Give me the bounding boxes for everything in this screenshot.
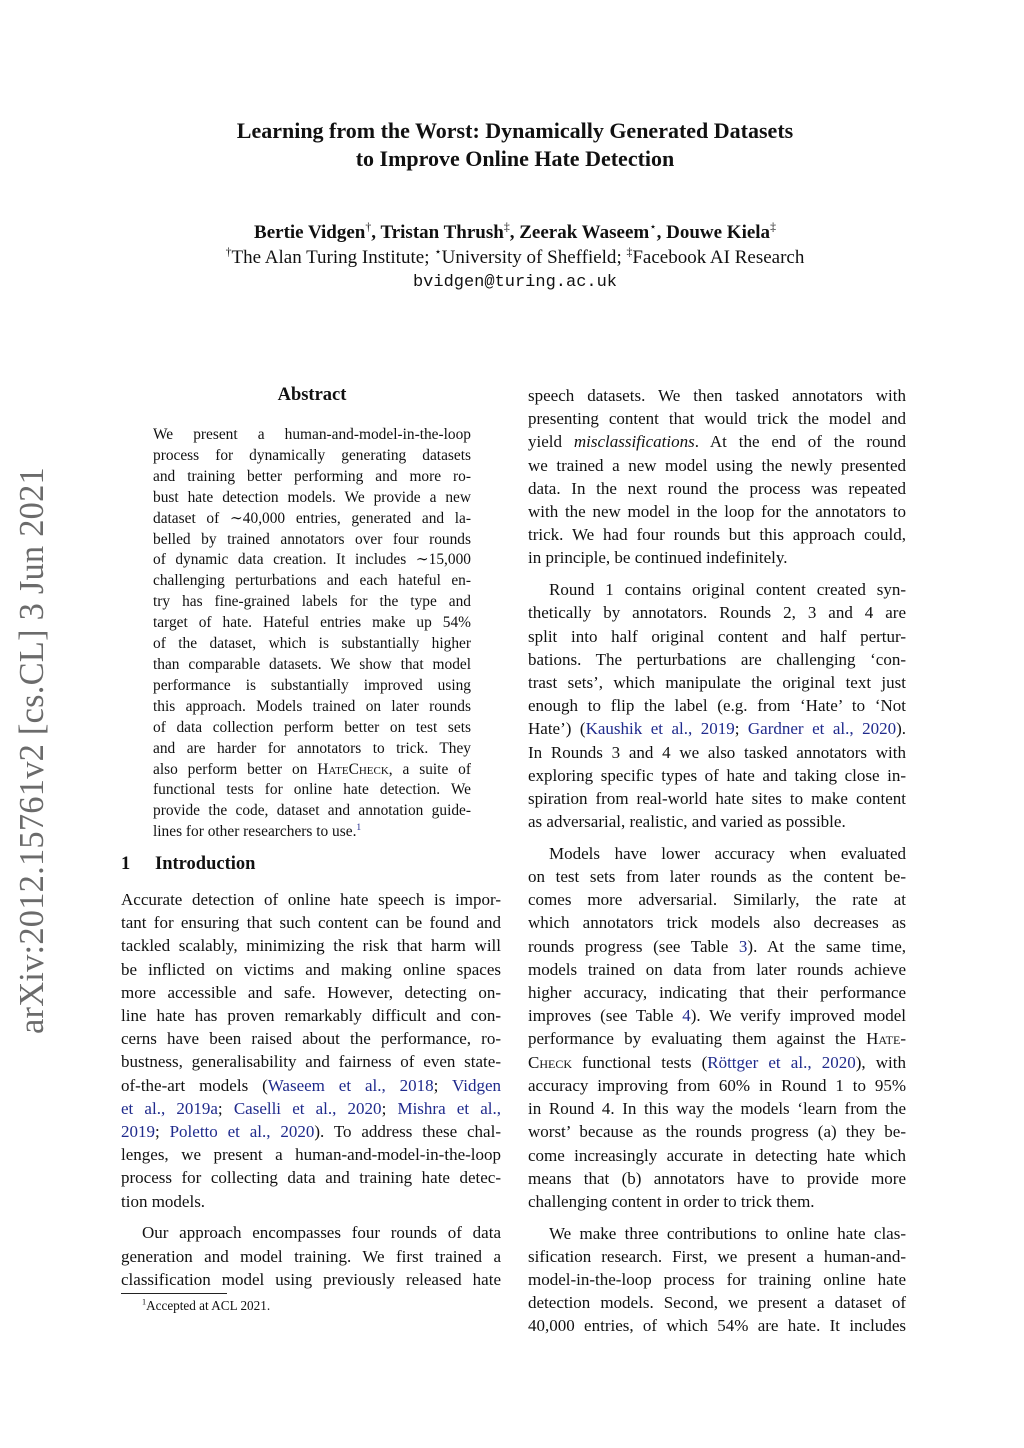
paper-title (120, 117, 910, 173)
text-line: Check functional tests (Röttger et al., 2020), with (528, 1052, 906, 1072)
right-column-body (528, 384, 906, 1338)
text-line: Models have lower accuracy when evaluated (549, 843, 906, 863)
text-line: comes more adversarial. Similarly, the rate at (528, 890, 906, 910)
abstract-line: process for dynamically generating datasets (153, 446, 471, 464)
author-name: Bertie Vidgen (254, 222, 366, 243)
abstract-line: lines for other researchers to use.$^1$ (153, 822, 362, 841)
text-line: generation and model training. We first trained a (121, 1246, 501, 1266)
text-line: 2019; Poletto et al., 2020). To address these chal- (121, 1122, 501, 1142)
abstract-line: functional tests for online hate detection. We (153, 781, 471, 799)
author-affiliation-mark: ⋆ (649, 220, 657, 234)
paragraph (121, 1221, 501, 1291)
abstract-line: of data collection perform better on test sets (153, 718, 471, 736)
affiliation-mark: ⋆ (434, 245, 442, 259)
text-line: with the new model in the loop for the annotators to (528, 502, 906, 522)
text-line: tion models. (121, 1191, 206, 1211)
abstract-line: belled by trained annotators over four rounds (153, 530, 471, 548)
text-line: data. In the next round the process was repeated (528, 478, 906, 498)
abstract-line: also perform better on HateCheck, a suite of (153, 760, 471, 778)
text-line: detection models. Second, we present a dataset of (528, 1293, 906, 1313)
arxiv-identifier-text: arXiv:2012.15761v2 [cs.CL] 3 Jun 2021 (12, 466, 51, 1034)
text-line: classification model using previously released hate (121, 1269, 501, 1289)
text-line: cerns have been raised about the performance, ro- (121, 1029, 501, 1049)
author-affiliation-mark: ‡ (503, 220, 510, 234)
text-line: improves (see Table 4). We verify improved model (528, 1006, 906, 1026)
text-line: Accurate detection of online hate speech is impor- (121, 890, 501, 909)
text-line: bustness, generalisability and fairness of even state- (121, 1052, 501, 1072)
abstract-heading: Abstract (277, 385, 347, 405)
text-line: be inflicted on victims and making online spaces (121, 959, 501, 979)
text-line: yield misclassifications. At the end of the round (528, 432, 907, 452)
text-line: trast sets’, which manipulate the original text just (528, 672, 906, 692)
footnote (142, 1297, 270, 1315)
text-line: as adversarial, realistic, and varied as possible. (528, 812, 846, 832)
affiliation-list: †The Alan Turing Institute; ⋆University of Sheffield; ‡Facebook AI Research (225, 245, 805, 268)
text-line: We make three contributions to online hate clas- (549, 1223, 906, 1243)
text-line: in principle, be continued indefinitely. (528, 548, 788, 568)
text-line: enough to flip the label (e.g. from ‘Hate’ to ‘Not (528, 696, 906, 716)
affiliation-name: University of Sheffield (441, 247, 617, 268)
paragraph (528, 384, 906, 570)
abstract-line: target of hate. Hateful entries make up 54% (153, 614, 471, 632)
abstract-line: and are harder for annotators to trick. They (153, 739, 471, 757)
affiliation-name: The Alan Turing Institute (231, 247, 425, 268)
abstract-line: try has fine-grained labels for the type and (153, 593, 471, 611)
text-line: bations. The perturbations are challenging ‘con- (528, 649, 906, 669)
text-line: which annotators trick models also decreases as (528, 913, 906, 933)
author-name: Tristan Thrush (380, 222, 504, 243)
text-line: come increasingly accurate in detecting hate which (528, 1145, 906, 1165)
text-line: worst’ because as the rounds progress (a) they be- (528, 1122, 906, 1142)
text-line: spiration from real-world hate sites to make content (528, 788, 906, 808)
text-line: speech datasets. We then tasked annotators with (528, 386, 906, 405)
abstract-line: and training better performing and more ro- (153, 467, 471, 485)
paragraph (528, 1222, 906, 1338)
abstract-line: We present a human-and-model-in-the-loop (153, 426, 471, 443)
text-line: trick. We had four rounds but this approach could, (528, 525, 906, 545)
author-list: Bertie Vidgen†, Tristan Thrush‡, Zeerak Waseem⋆, Douwe Kiela‡ (254, 220, 776, 243)
author-name: Douwe Kiela (666, 222, 771, 243)
text-line: presenting content that would trick the model and (528, 409, 906, 429)
author-affiliation-mark: ‡ (770, 220, 776, 234)
text-line: challenging content in order to trick them. (528, 1191, 815, 1211)
title-line: to Improve Online Hate Detection (355, 146, 675, 171)
text-line: tant for ensuring that such content can be found and (121, 913, 501, 933)
text-line: higher accuracy, indicating that their performance (528, 983, 906, 1003)
text-line: sification research. First, we present a human-and- (528, 1246, 906, 1266)
abstract-line: this approach. Models trained on later rounds (153, 697, 471, 715)
text-line: line hate has proven remarkably difficult and con- (121, 1006, 501, 1026)
text-line: 40,000 entries, of which 54% are hate. It includes (528, 1316, 906, 1336)
author-name: Zeerak Waseem (519, 222, 650, 243)
text-line: Round 1 contains original content created syn- (549, 580, 906, 600)
text-line: Our approach encompasses four rounds of data (142, 1223, 501, 1243)
affiliation-mark: † (225, 245, 232, 259)
abstract-body (153, 425, 471, 843)
text-line: et al., 2019a; Caselli et al., 2020; Mishra et al., (121, 1098, 501, 1118)
text-line: more accessible and safe. However, detecting on- (121, 982, 501, 1002)
section-number: 1 (121, 854, 131, 874)
text-line: split into half original content and half pertur- (528, 626, 906, 646)
text-line: tackled scalably, minimizing the risk that harm will (121, 936, 501, 956)
abstract-line: bust hate detection models. We provide a new (153, 488, 471, 506)
footnote-text: Accepted at ACL 2021. (146, 1298, 271, 1313)
text-line: of-the-art models (Waseem et al., 2018; Vidgen (121, 1075, 502, 1095)
author-affiliation-mark: † (365, 220, 372, 234)
text-line: exploring specific types of hate and taking close in- (528, 765, 906, 785)
affiliation-mark: ‡ (626, 245, 633, 259)
abstract-line: of the dataset, which is substantially higher (153, 635, 471, 653)
text-line: means that (b) annotators have to provide more (528, 1168, 906, 1188)
paragraph (121, 888, 501, 1213)
text-line: models trained on data from later rounds achieve (528, 959, 906, 979)
paragraph (528, 578, 906, 833)
abstract-line: challenging perturbations and each hateful en- (153, 572, 471, 590)
text-line: process for collecting data and training hate detec- (121, 1168, 501, 1188)
section-title: Introduction (155, 854, 256, 874)
footnote-mark: 1 (142, 1297, 147, 1307)
text-line: lenges, we present a human-and-model-in-the-loop (121, 1145, 501, 1165)
abstract-line: than comparable datasets. We show that model (153, 655, 471, 673)
text-line: thetically by annotators. Rounds 2, 3 and 4 are (528, 603, 906, 623)
affiliation-name: Facebook AI Research (632, 247, 805, 268)
text-line: Hate’) (Kaushik et al., 2019; Gardner et al., 2020). (528, 719, 906, 739)
text-line: In Rounds 3 and 4 we also tasked annotators with (528, 742, 906, 762)
footnote-divider (121, 1293, 227, 1294)
arxiv-identifier-stamp (2, 455, 62, 1045)
title-line: Learning from the Worst: Dynamically Generated Datasets (236, 118, 794, 143)
abstract-line: provide the code, dataset and annotation guide- (153, 802, 471, 820)
text-line: performance by evaluating them against the Hate- (528, 1029, 906, 1049)
left-column-body (121, 888, 501, 1291)
text-line: on test sets from later rounds as the content be- (528, 867, 906, 887)
paragraph (528, 842, 906, 1213)
abstract-line: dataset of ∼40,000 entries, generated and la- (153, 509, 471, 527)
abstract-line: of dynamic data creation. It includes ∼15,000 (153, 551, 471, 569)
text-line: rounds progress (see Table 3). At the same time, (528, 936, 906, 956)
text-line: accuracy improving from 60% in Round 1 to 95% (528, 1075, 906, 1095)
text-line: we trained a new model using the newly presented (528, 455, 906, 475)
author-email: bvidgen@turing.ac.uk (412, 273, 618, 292)
abstract-line: performance is substantially improved using (153, 676, 471, 694)
section-heading-introduction (121, 852, 501, 876)
text-line: model-in-the-loop process for training online hate (528, 1270, 906, 1290)
text-line: in Round 4. In this way the models ‘learn from the (528, 1099, 906, 1119)
